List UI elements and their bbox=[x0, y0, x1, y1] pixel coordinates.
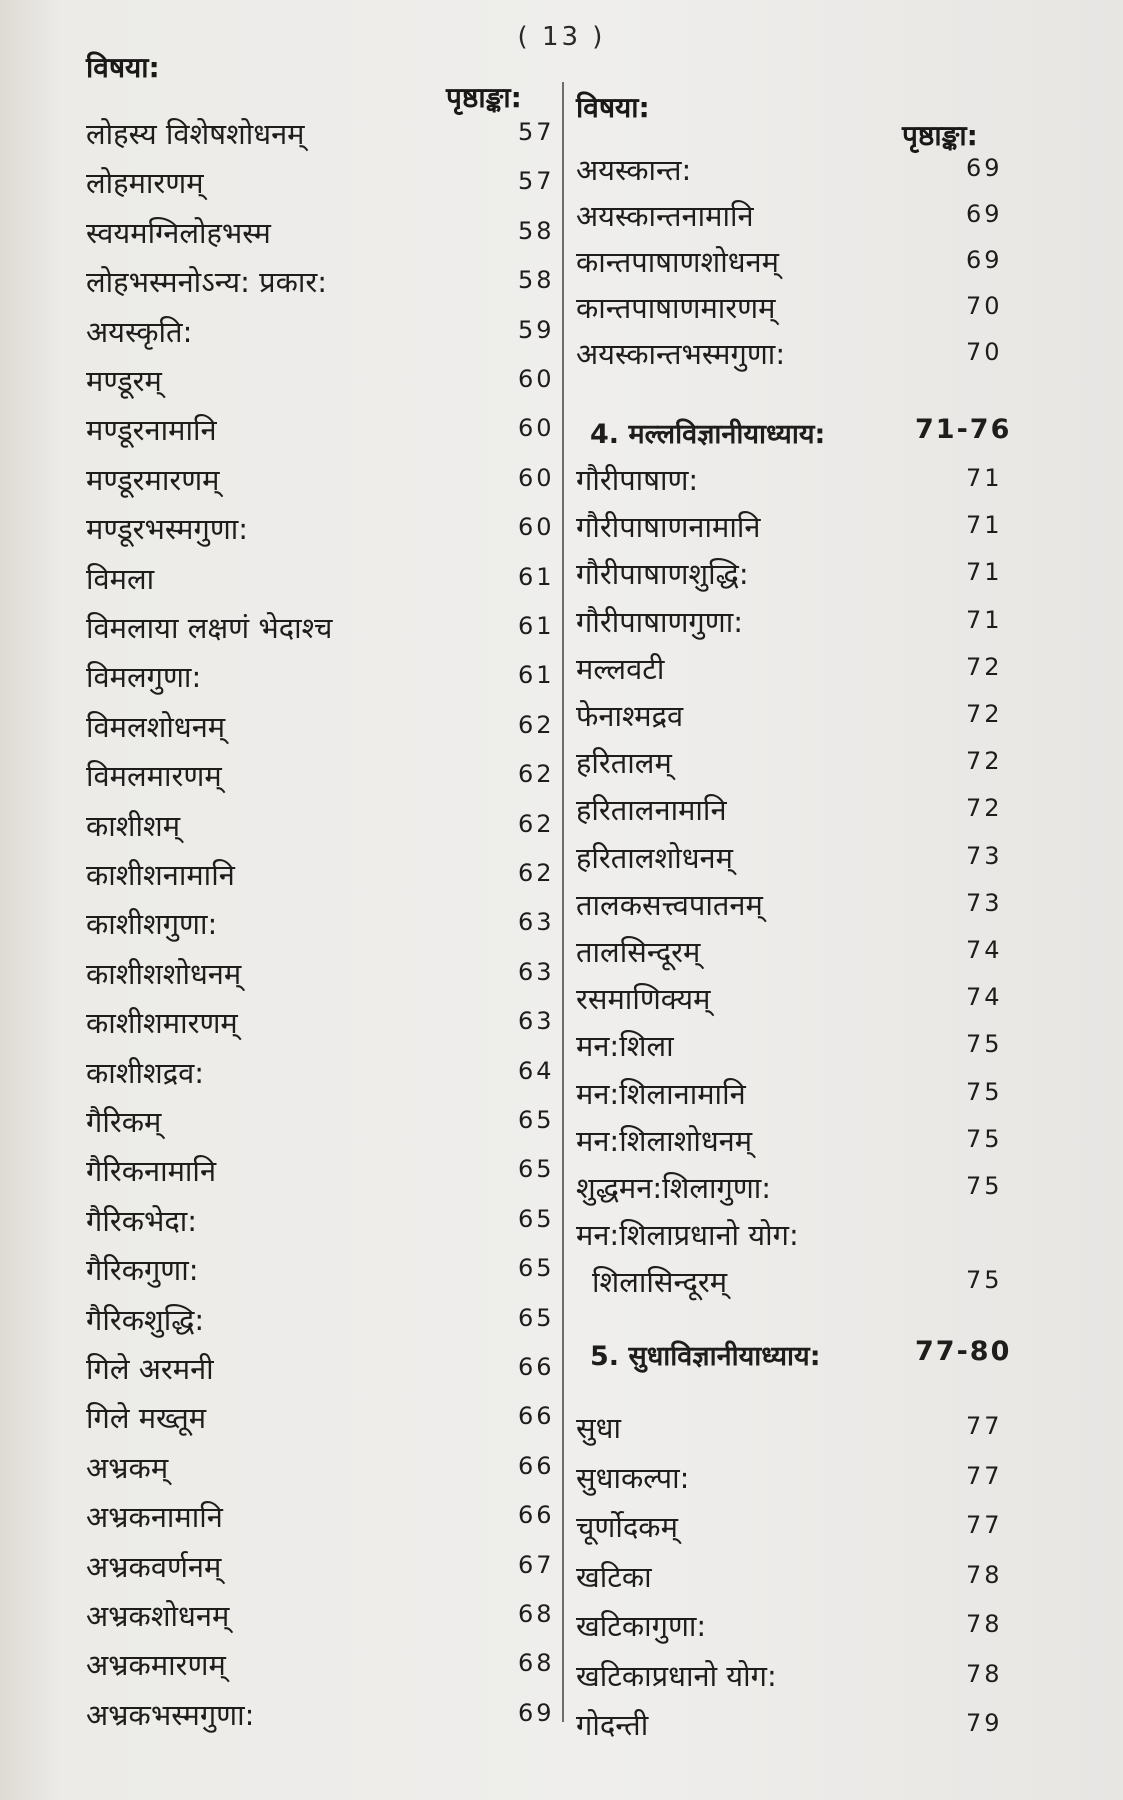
toc-entry bbox=[86, 608, 556, 654]
toc-entry bbox=[86, 361, 556, 407]
toc-entry-page: 63 bbox=[518, 908, 555, 937]
toc-entry bbox=[86, 1250, 556, 1296]
toc-entry bbox=[576, 1507, 1006, 1553]
toc-entry-page: 71 bbox=[966, 511, 1003, 540]
toc-entry-title: अयस्कान्तनामानि bbox=[576, 199, 754, 233]
toc-entry bbox=[86, 1695, 556, 1741]
toc-entry-page: 77 bbox=[966, 1412, 1003, 1440]
toc-entry-title: काशीशगुणा: bbox=[86, 907, 218, 942]
toc-entry-title: सुधाकल्पा: bbox=[576, 1460, 690, 1495]
toc-entry-title: मन:शिलाप्रधानो योग: bbox=[576, 1218, 799, 1253]
toc-entry bbox=[576, 1705, 1006, 1751]
toc-entry-page: 68 bbox=[518, 1600, 555, 1628]
toc-entry-page: 58 bbox=[518, 266, 555, 295]
page-number: ( 13 ) bbox=[517, 22, 606, 52]
toc-entry bbox=[576, 1458, 1006, 1504]
toc-entry-page: 66 bbox=[518, 1353, 555, 1381]
toc-entry-page: 72 bbox=[966, 652, 1003, 681]
toc-entry bbox=[576, 696, 1006, 742]
toc-entry bbox=[86, 262, 556, 308]
toc-entry-page: 78 bbox=[966, 1560, 1003, 1589]
toc-entry-title: शिलासिन्दूरम् bbox=[592, 1265, 728, 1300]
toc-entry-title: गौरीपाषाणगुणा: bbox=[576, 604, 744, 639]
toc-entry-title: रसमाणिक्यम् bbox=[576, 982, 711, 1017]
toc-entry-page: 66 bbox=[518, 1501, 555, 1530]
section-4-heading bbox=[590, 414, 1010, 451]
toc-entry-page: 75 bbox=[966, 1172, 1003, 1200]
right-subject-header: विषया: bbox=[576, 91, 650, 124]
toc-entry bbox=[86, 1102, 556, 1148]
toc-entry bbox=[576, 1168, 1006, 1214]
toc-entry-title: तालकसत्त्वपातनम् bbox=[576, 887, 763, 922]
toc-entry-title: काशीशनामानि bbox=[86, 858, 235, 892]
toc-entry bbox=[86, 1645, 556, 1691]
toc-entry bbox=[86, 1448, 556, 1494]
toc-entry-page: 65 bbox=[518, 1303, 555, 1332]
toc-entry-page: 71 bbox=[966, 464, 1003, 492]
toc-entry bbox=[576, 885, 1006, 931]
toc-entry-title: गौरीपाषाणशुद्धि: bbox=[576, 557, 749, 592]
toc-entry-title: विमलमारणम् bbox=[86, 759, 222, 794]
toc-entry bbox=[576, 1557, 1006, 1603]
toc-entry-page: 77 bbox=[966, 1461, 1003, 1490]
toc-entry-title: मण्डूरमारणम् bbox=[86, 462, 220, 497]
toc-entry-title: लोहस्य विशेषशोधनम् bbox=[86, 117, 305, 151]
toc-entry-title: हरितालशोधनम् bbox=[576, 840, 733, 875]
toc-entry-page: 69 bbox=[966, 246, 1003, 274]
toc-entry-title: अभ्रकशोधनम् bbox=[86, 1599, 230, 1633]
toc-entry-title: मन:शिलानामानि bbox=[576, 1076, 746, 1111]
toc-entry-title: अभ्रकभस्मगुणा: bbox=[86, 1697, 255, 1732]
toc-entry-page: 69 bbox=[966, 200, 1003, 228]
toc-entry-page: 72 bbox=[966, 700, 1003, 728]
toc-entry bbox=[86, 114, 556, 160]
toc-entry bbox=[86, 1398, 556, 1444]
toc-entry-page: 57 bbox=[518, 167, 555, 196]
toc-entry-title: अयस्कान्त: bbox=[576, 153, 692, 187]
section-5-heading bbox=[590, 1336, 1010, 1373]
toc-entry-page: 71 bbox=[966, 605, 1003, 634]
toc-entry-title: अयस्कृति: bbox=[86, 314, 193, 349]
toc-entry bbox=[86, 1349, 556, 1395]
toc-entry bbox=[576, 649, 1006, 695]
toc-entry-title: गौरीपाषाण: bbox=[576, 463, 699, 497]
toc-entry-title: गैरिकशुद्धि: bbox=[86, 1302, 205, 1337]
toc-entry-page: 70 bbox=[966, 338, 1003, 366]
toc-entry-title: हरितालम् bbox=[576, 746, 672, 781]
toc-entry bbox=[576, 1026, 1006, 1072]
toc-entry-title: विमला bbox=[86, 561, 155, 596]
toc-entry bbox=[576, 1121, 1006, 1167]
toc-entry-page: 65 bbox=[518, 1254, 555, 1283]
toc-entry-page: 69 bbox=[518, 1698, 555, 1727]
toc-entry-page: 61 bbox=[518, 661, 555, 690]
toc-entry-page: 60 bbox=[518, 463, 555, 492]
toc-entry-title: काशीशमारणम् bbox=[86, 1006, 238, 1041]
toc-entry-page: 62 bbox=[518, 859, 555, 887]
toc-entry-page: 62 bbox=[518, 809, 555, 838]
toc-entry-title: विमलशोधनम् bbox=[86, 709, 226, 744]
toc-entry-page: 61 bbox=[518, 562, 555, 591]
toc-entry-title: गोदन्ती bbox=[576, 1708, 649, 1742]
toc-entry-title: गैरिकनामानि bbox=[86, 1154, 217, 1189]
section-4-range: 71-76 bbox=[915, 414, 1012, 445]
toc-entry-page: 75 bbox=[966, 1030, 1003, 1059]
toc-entry bbox=[576, 288, 1006, 334]
toc-entry bbox=[576, 150, 1006, 196]
toc-entry-title: मल्लवटी bbox=[576, 651, 665, 686]
toc-entry-title: शुद्धमन:शिलागुणा: bbox=[576, 1171, 772, 1205]
toc-entry bbox=[86, 1547, 556, 1593]
toc-entry-title: गैरिकम् bbox=[86, 1105, 162, 1139]
toc-entry bbox=[86, 657, 556, 703]
toc-entry bbox=[86, 1300, 556, 1346]
toc-entry bbox=[576, 979, 1006, 1025]
toc-entry bbox=[576, 554, 1006, 600]
toc-entry bbox=[86, 1003, 556, 1049]
column-divider bbox=[562, 82, 564, 1722]
toc-entry-page: 74 bbox=[966, 983, 1003, 1012]
toc-entry bbox=[86, 1201, 556, 1247]
toc-entry bbox=[86, 806, 556, 852]
toc-entry-title: लोहमारणम् bbox=[86, 166, 204, 201]
toc-entry bbox=[86, 954, 556, 1000]
toc-entry-page: 75 bbox=[966, 1266, 1003, 1295]
toc-entry bbox=[86, 904, 556, 950]
toc-entry-page: 73 bbox=[966, 888, 1003, 917]
toc-entry-page: 75 bbox=[966, 1124, 1003, 1153]
toc-entry-title: अभ्रकम् bbox=[86, 1450, 169, 1485]
toc-entry-page: 58 bbox=[518, 216, 555, 245]
toc-entry-page: 75 bbox=[966, 1077, 1003, 1106]
toc-entry-page: 60 bbox=[518, 414, 555, 443]
section-4-title: 4. मल्लविज्ञानीयाध्याय: bbox=[590, 419, 826, 450]
toc-entry bbox=[576, 790, 1006, 836]
toc-entry-page: 66 bbox=[518, 1451, 555, 1480]
toc-entry-title: गैरिकभेदा: bbox=[86, 1203, 198, 1238]
toc-entry-page: 72 bbox=[966, 794, 1003, 823]
toc-entry-page: 57 bbox=[518, 118, 555, 146]
toc-entry-title: मन:शिलाशोधनम् bbox=[576, 1123, 753, 1158]
toc-entry-title: गैरिकगुणा: bbox=[86, 1253, 199, 1288]
toc-entry-title: कान्तपाषाणशोधनम् bbox=[576, 245, 779, 279]
toc-entry bbox=[576, 1262, 1006, 1308]
toc-entry bbox=[86, 163, 556, 209]
toc-entry-title: लोहभस्मनोऽन्य: प्रकार: bbox=[86, 265, 328, 300]
toc-entry-page: 68 bbox=[518, 1649, 555, 1678]
toc-entry-page: 66 bbox=[518, 1402, 555, 1431]
toc-entry-title: काशीशद्रव: bbox=[86, 1055, 205, 1090]
toc-entry-page: 72 bbox=[966, 747, 1003, 776]
toc-entry bbox=[576, 242, 1006, 288]
toc-entry bbox=[576, 196, 1006, 242]
toc-entry-page: 67 bbox=[518, 1550, 555, 1579]
section-5-title: 5. सुधाविज्ञानीयाध्याय: bbox=[590, 1341, 821, 1372]
toc-entry-page: 71 bbox=[966, 558, 1003, 587]
toc-entry-page: 73 bbox=[966, 841, 1003, 870]
toc-entry-title: तालसिन्दूरम् bbox=[576, 935, 701, 969]
toc-entry-page: 70 bbox=[966, 292, 1003, 320]
toc-entry bbox=[86, 509, 556, 555]
toc-entry-title: गौरीपाषाणनामानि bbox=[576, 510, 761, 545]
toc-entry-title: खटिकाप्रधानो योग: bbox=[576, 1658, 777, 1693]
toc-entry bbox=[576, 838, 1006, 884]
toc-entry-page: 64 bbox=[518, 1056, 555, 1085]
toc-entry-page: 69 bbox=[966, 154, 1003, 182]
toc-entry bbox=[576, 1656, 1006, 1702]
toc-entry-page: 60 bbox=[518, 513, 555, 542]
toc-entry-page: 78 bbox=[966, 1610, 1003, 1638]
toc-entry-page: 63 bbox=[518, 1007, 555, 1036]
toc-entry-title: गिले मख्तूम bbox=[86, 1401, 207, 1436]
toc-entry bbox=[86, 559, 556, 605]
toc-entry bbox=[576, 334, 1006, 380]
toc-entry bbox=[576, 1074, 1006, 1120]
toc-entry-title: मन:शिला bbox=[576, 1029, 674, 1064]
toc-entry bbox=[576, 1606, 1006, 1652]
toc-entry-page: 61 bbox=[518, 612, 555, 640]
toc-entry-title: मण्डूरम् bbox=[86, 364, 162, 398]
toc-entry bbox=[576, 932, 1006, 978]
toc-entry bbox=[86, 756, 556, 802]
toc-entry bbox=[86, 410, 556, 456]
toc-entry-page: 62 bbox=[518, 710, 555, 739]
toc-entry-page: 65 bbox=[518, 1106, 555, 1134]
toc-entry bbox=[86, 1497, 556, 1543]
right-page-header: पृष्ठाङ्का: bbox=[902, 119, 978, 152]
toc-entry bbox=[576, 1215, 1006, 1261]
toc-entry bbox=[576, 1408, 1006, 1454]
toc-entry-title: अभ्रकनामानि bbox=[86, 1500, 223, 1535]
toc-entry bbox=[86, 213, 556, 259]
toc-entry-page: 59 bbox=[518, 315, 555, 344]
toc-entry bbox=[576, 507, 1006, 553]
toc-entry-page: 77 bbox=[966, 1511, 1003, 1539]
toc-entry-page: 65 bbox=[518, 1155, 555, 1184]
toc-entry bbox=[86, 460, 556, 506]
toc-entry-page: 74 bbox=[966, 936, 1003, 964]
toc-entry-title: अभ्रकवर्णनम् bbox=[86, 1549, 222, 1584]
section-5-range: 77-80 bbox=[915, 1336, 1012, 1367]
toc-entry bbox=[576, 602, 1006, 648]
toc-entry-title: स्वयमग्निलोहभस्म bbox=[86, 215, 271, 250]
toc-entry-title: चूर्णोदकम् bbox=[576, 1510, 678, 1544]
left-page-header: पृष्ठाङ्का: bbox=[446, 81, 522, 114]
toc-entry bbox=[576, 743, 1006, 789]
toc-entry bbox=[86, 312, 556, 358]
toc-entry bbox=[86, 1053, 556, 1099]
toc-entry-title: अभ्रकमारणम् bbox=[86, 1648, 226, 1683]
toc-entry-title: फेनाश्मद्रव bbox=[576, 699, 684, 733]
toc-entry-title: मण्डूरभस्मगुणा: bbox=[86, 512, 249, 547]
toc-entry-title: मण्डूरनामानि bbox=[86, 413, 217, 448]
toc-entry-title: अयस्कान्तभस्मगुणा: bbox=[576, 337, 786, 371]
toc-entry-title: खटिकागुणा: bbox=[576, 1609, 707, 1643]
toc-entry-title: गिले अरमनी bbox=[86, 1352, 214, 1386]
toc-entry-title: विमलाया लक्षणं भेदाश्च bbox=[86, 611, 333, 645]
toc-entry-page: 60 bbox=[518, 365, 555, 393]
toc-entry-page: 78 bbox=[966, 1659, 1003, 1688]
toc-entry bbox=[86, 707, 556, 753]
left-subject-header: विषया: bbox=[86, 51, 160, 84]
toc-entry bbox=[86, 1596, 556, 1642]
toc-entry bbox=[86, 855, 556, 901]
toc-entry-title: काशीशम् bbox=[86, 808, 181, 843]
toc-entry-title: खटिका bbox=[576, 1559, 652, 1594]
toc-entry-title: सुधा bbox=[576, 1411, 621, 1445]
toc-entry-page: 65 bbox=[518, 1204, 555, 1233]
toc-entry bbox=[576, 460, 1006, 506]
toc-entry-title: काशीशशोधनम् bbox=[86, 956, 242, 991]
toc-entry-page: 63 bbox=[518, 957, 555, 986]
toc-entry-title: विमलगुणा: bbox=[86, 660, 202, 695]
toc-entry-title: हरितालनामानि bbox=[576, 793, 727, 828]
toc-entry-page: 79 bbox=[966, 1709, 1003, 1737]
toc-entry-page: 62 bbox=[518, 760, 555, 789]
toc-entry bbox=[86, 1151, 556, 1197]
toc-entry-title: कान्तपाषाणमारणम् bbox=[576, 291, 776, 325]
